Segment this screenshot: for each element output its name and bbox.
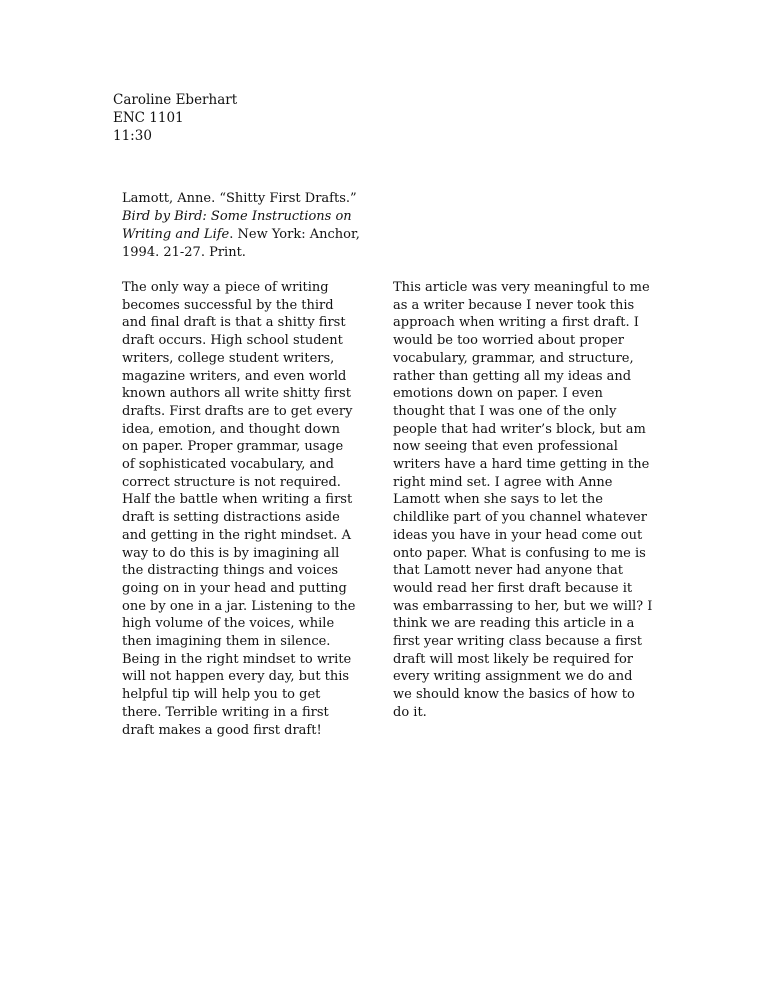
paragraph-line: as a writer because I never took this [393,297,635,313]
citation-line [122,208,372,226]
paragraph-line: Lamott when she says to let the [393,492,603,508]
citation-line: Lamott, Anne. “Shitty First Drafts.” [122,191,357,206]
paragraph-line: idea, emotion, and thought down [122,421,340,437]
paragraph-line: think we are reading this article in a [393,616,635,632]
paragraph-line: helpful tip will help you to get [122,687,321,703]
paragraph-line: draft is setting distractions aside [122,510,340,526]
paragraph-line: Being in the right mindset to write [122,651,352,667]
paragraph-line: becomes successful by the third [122,297,334,313]
paragraph-line: writers, college student writers, [122,350,335,366]
paragraph-line: draft makes a good first draft! [122,722,322,738]
paragraph-line: will not happen every day, but this [122,669,350,685]
paragraph-line: was embarrassing to her, but we will? I [393,598,653,614]
paragraph-line: that Lamott never had anyone that [393,563,623,579]
paragraph-line: would read her first draft because it [393,580,633,596]
summary-paragraph [122,279,367,739]
paragraph-line: then imagining them in silence. [122,634,331,650]
paragraph-line: going on in your head and putting [122,580,347,596]
paragraph-line: drafts. First drafts are to get every [122,403,353,419]
publisher-info: . New York: Anchor, [229,227,360,242]
paragraph-line: now seeing that even professional [393,439,618,455]
paragraph-line: on paper. Proper grammar, usage [122,439,344,455]
paragraph-line: rather than getting all my ideas and [393,368,632,384]
paragraph-line: writers have a hard time getting in the [393,457,650,473]
course-code: ENC 1101 [113,110,184,126]
author-name: Caroline Eberhart [113,92,238,108]
paragraph-line: draft occurs. High school student [122,333,343,349]
paragraph-line: known authors all write shitty first [122,386,351,402]
response-paragraph [393,279,655,722]
paragraph-line: draft will most likely be required for [393,651,634,667]
paragraph-line: approach when writing a first draft. I [393,315,639,331]
paragraph-line: there. Terrible writing in a first [122,704,329,720]
paragraph-line: the distracting things and voices [122,563,339,579]
paragraph-line: way to do this is by imagining all [122,545,340,561]
class-time: 11:30 [113,128,152,144]
paragraph-line: childlike part of you channel whatever [393,510,647,526]
paragraph-line: right mind set. I agree with Anne [393,474,613,490]
paragraph-line: and final draft is that a shitty first [122,315,346,331]
paragraph-line: emotions down on paper. I even [393,386,603,402]
paragraph-line: and getting in the right mindset. A [122,527,351,543]
paragraph-line: do it. [393,704,427,720]
book-title: Writing and Life [122,227,230,242]
paragraph-line: high volume of the voices, while [122,616,335,632]
paragraph-line: every writing assignment we do and [393,669,633,685]
paragraph-line: Half the battle when writing a first [122,492,353,508]
paragraph-line: onto paper. What is confusing to me is [393,545,646,561]
paragraph-line: one by one in a jar. Listening to the [122,598,356,614]
paragraph-line: of sophisticated vocabulary, and [122,457,334,473]
paragraph-line: correct structure is not required. [122,474,341,490]
paragraph-line: magazine writers, and even world [122,368,347,384]
paragraph-line: people that had writer’s block, but am [393,421,646,437]
paragraph-line: first year writing class because a first [393,634,642,650]
citation-line: 1994. 21-27. Print. [122,245,246,260]
paragraph-line: This article was very meaningful to me [393,280,650,295]
paragraph-line: ideas you have in your head come out [393,527,643,543]
paragraph-line: The only way a piece of writing [122,280,329,295]
paragraph-line: we should know the basics of how to [393,687,635,703]
book-title: Bird by Bird: Some Instructions on [122,209,352,224]
paragraph-line: vocabulary, grammar, and structure, [393,350,634,366]
author-header [113,91,237,145]
citation [122,190,372,262]
paragraph-line: would be too worried about proper [393,333,625,349]
citation-line [122,226,372,244]
paragraph-line: thought that I was one of the only [393,403,617,419]
